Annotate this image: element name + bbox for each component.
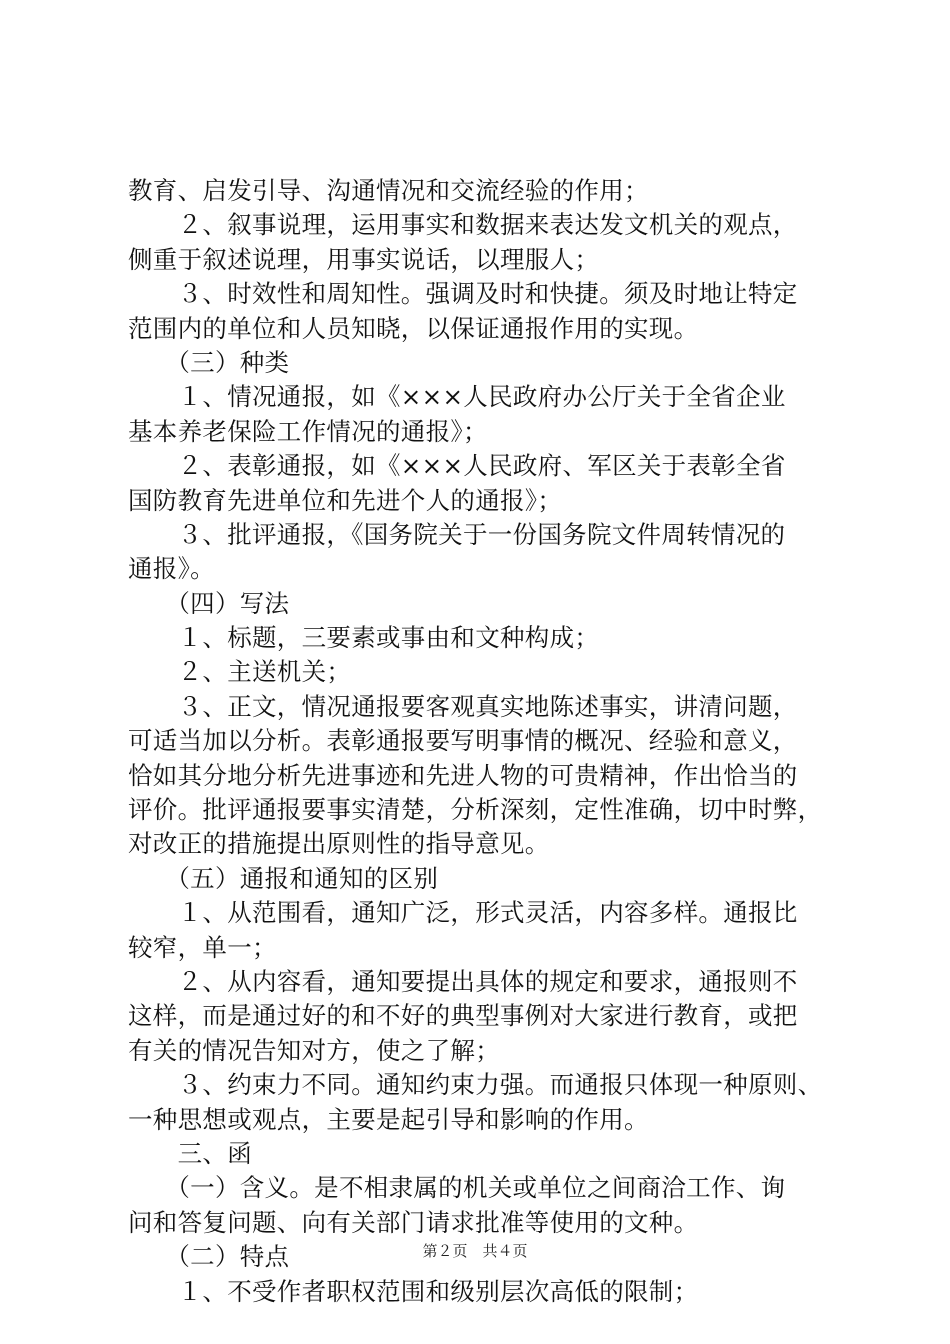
text-line: 对改正的措施提出原则性的指导意见。 — [128, 829, 550, 859]
text-line: 评价。批评通报要事实清楚，分析深刻，定性准确，切中时弊， — [128, 795, 823, 825]
text-line: 通报》。 — [128, 554, 215, 584]
text-line: 问和答复问题、向有关部门请求批准等使用的文种。 — [128, 1207, 699, 1237]
text-line: （一）含义。是不相隶属的机关或单位之间商洽工作、询 — [128, 1173, 786, 1203]
text-line: 较窄，单一； — [128, 932, 277, 962]
text-line: 教育、启发引导、沟通情况和交流经验的作用； — [128, 176, 649, 205]
text-line: 可适当加以分析。表彰通报要写明事情的概况、经验和意义， — [128, 726, 798, 756]
text-line: １、标题，三要素或事由和文种构成； — [128, 623, 600, 653]
text-line: 基本养老保险工作情况的通报》； — [128, 416, 488, 446]
text-line: ３、时效性和周知性。强调及时和快捷。须及时地让特定 — [128, 279, 798, 309]
text-line: （二）特点 — [128, 1242, 290, 1272]
text-line: （四）写法 — [128, 588, 290, 618]
text-line: ３、约束力不同。通知约束力强。而通报只体现一种原则、 — [128, 1070, 823, 1100]
text-line: 侧重于叙述说理，用事实说话，以理服人； — [128, 244, 600, 274]
text-line: 恰如其分地分析先进事迹和先进人物的可贵精神，作出恰当的 — [128, 760, 798, 790]
text-line: （五）通报和通知的区别 — [128, 863, 439, 893]
text-line: （三）种类 — [128, 347, 290, 377]
text-line: 范围内的单位和人员知晓，以保证通报作用的实现。 — [128, 313, 699, 343]
page-footer: 第２页 共４页 — [422, 1242, 528, 1260]
text-line: ２、叙事说理，运用事实和数据来表达发文机关的观点， — [128, 210, 798, 240]
text-line: 一种思想或观点，主要是起引导和影响的作用。 — [128, 1104, 649, 1134]
text-line: ２、从内容看，通知要提出具体的规定和要求，通报则不 — [128, 966, 798, 996]
text-line: 有关的情况告知对方，使之了解； — [128, 1035, 500, 1065]
text-line: ３、批评通报，《国务院关于一份国务院文件周转情况的 — [128, 519, 786, 549]
text-line: 这样，而是通过好的和不好的典型事例对大家进行教育，或把 — [128, 1001, 798, 1031]
text-line: １、从范围看，通知广泛，形式灵活，内容多样。通报比 — [128, 898, 798, 928]
text-line: 国防教育先进单位和先进个人的通报》； — [128, 485, 563, 515]
text-line: ２、表彰通报，如《×××人民政府、军区关于表彰全省 — [128, 451, 786, 481]
text-line: １、情况通报，如《×××人民政府办公厅关于全省企业 — [128, 382, 786, 412]
document-body — [128, 174, 840, 1309]
text-line: ３、正文，情况通报要客观真实地陈述事实，讲清问题， — [128, 691, 798, 721]
text-line: １、不受作者职权范围和级别层次高低的限制； — [128, 1276, 699, 1306]
text-line: ２、主送机关； — [128, 657, 352, 687]
text-line: 三、函 — [128, 1138, 252, 1168]
